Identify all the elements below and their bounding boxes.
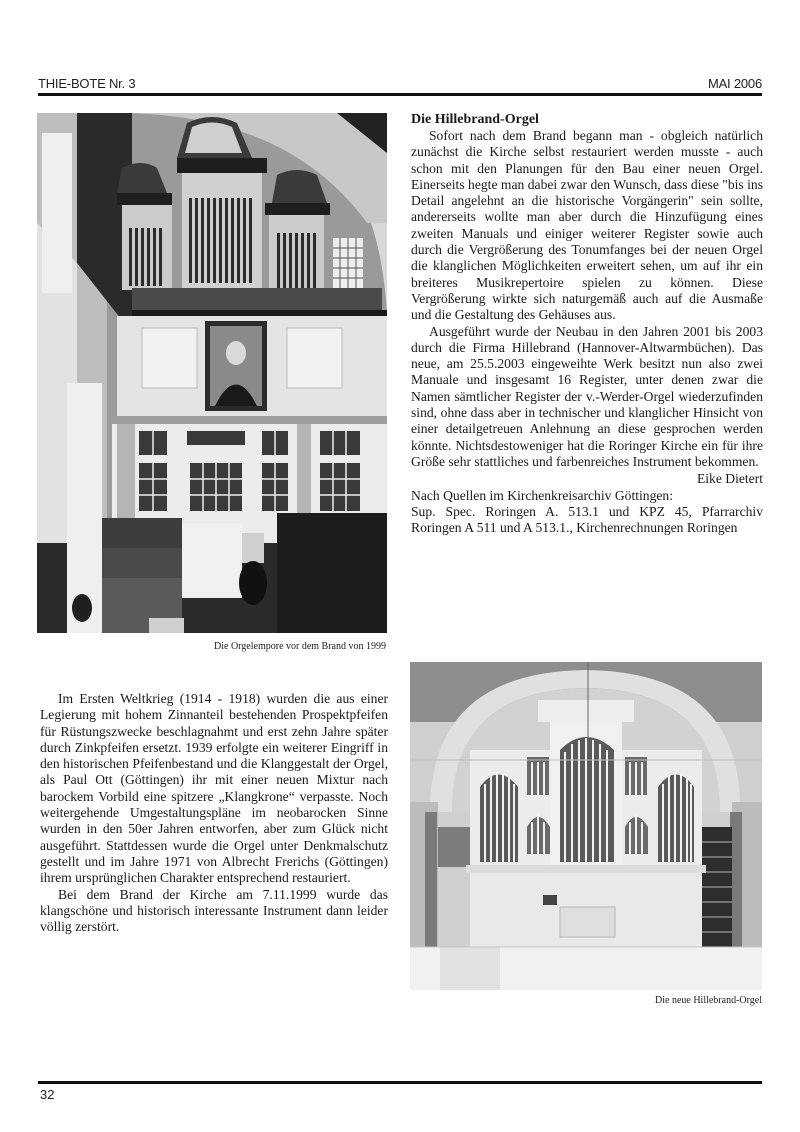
- photo-caption-new-organ: Die neue Hillebrand-Orgel: [655, 995, 762, 1006]
- sources-intro: Nach Quellen im Kirchenkreisarchiv Göttingen:: [411, 487, 673, 503]
- page-number: 32: [40, 1087, 55, 1102]
- header-rule: [38, 93, 762, 96]
- footer-rule: [38, 1081, 762, 1084]
- issue-date: MAI 2006: [707, 76, 762, 91]
- running-header: [38, 76, 762, 94]
- article-paragraph: Ausgeführt wurde der Neubau in den Jahren 2001 bis 2003 durch die Firma Hillebrand (Hannover-Altwarmbüchen). Das neue, am 25.5.2003 eingeweihte Werk besitzt nun also zwei Manuale und insgesamt 16 Register, unter denen zwar die Namen sämtlicher Register der v.-Werder-Orgel wiederzufinden sind, ohne dass aber in technischer und klanglicher Hinsicht von einer detailgetreuen Anlehnung an diese gesprochen werden könnte. Nichtsdestoweniger hat die Roringer Kirche ein für ihre Größe sehr stattliches und farbenreiches Instrument bekommen.: [411, 323, 763, 469]
- photo-caption-old-organ: Die Orgelempore vor dem Brand von 1999: [214, 641, 386, 652]
- old-organ-photo-illustration: [37, 113, 387, 633]
- article-hillebrand-orgel: [411, 112, 763, 536]
- history-paragraph: Bei dem Brand der Kirche am 7.11.1999 wurde das klangschöne und historisch interessante Instrument dann leider völlig zerstört.: [40, 886, 388, 935]
- photo-new-hillebrand-organ: [410, 662, 762, 990]
- sources-detail: Sup. Spec. Roringen A. 513.1 und KPZ 45, Pfarrarchiv Roringen A 511 und A 513.1., Kirchenrechnungen Roringen: [411, 503, 763, 536]
- article-title: Die Hillebrand-Orgel: [411, 112, 539, 127]
- photo-old-organ-gallery: [37, 113, 387, 633]
- publication-name: THIE-BOTE Nr. 3: [38, 76, 136, 91]
- history-text: [40, 691, 388, 935]
- article-author: Eike Dietert: [696, 471, 763, 487]
- article-paragraph: Sofort nach dem Brand begann man - obgleich natürlich zunächst die Kirche selbst restauriert werden musste - auch schon mit den Planungen für den Bau einer neuen Orgel. Einerseits hegte man dabei zwar den Wunsch, dass diese "bis ins Detail angelehnt an die historische Vorgängerin" sein sollte, andererseits wollte man aber durch die Hinzufügung eines zweiten Manuals und einiger weiterer Register sowie auch durch die Vergrößerung des Tonumfanges bei der neuen Orgel die klanglichen Möglichkeiten erweitert sehen, um auf ihr ein breiteres Musikrepertoire spielen zu können. Diese Vergrößerung wirkte sich naturgemäß auch auf die Ausmaße und die Gestaltung des Gehäuses aus.: [411, 128, 763, 323]
- history-paragraph: Im Ersten Weltkrieg (1914 - 1918) wurden die aus einer Legierung mit hohem Zinnanteil bestehenden Prospektpfeifen für Rüstungszwecke beschlagnahmt und erst zehn Jahre später durch Zinkpfeifen ersetzt. 1939 erfolgte ein weiterer Eingriff in den historischen Pfeifenbestand und die Klanggestalt der Orgel, als Paul Ott (Göttingen) ihr mit einer neuen Mixtur nach barockem Vorbild eine spitzere „Klangkrone“ verpasste. Noch weitergehende Umgestaltungspläne im neobarocken Sinne wurden in den 50er Jahren entworfen, aber zum Glück nicht ausgeführt. Stattdessen wurde die Orgel unter Denkmalschutz gestellt und im Jahre 1971 von Albrecht Frerichs (Göttingen) ihrem ursprünglichen Charakter entsprechend restauriert.: [40, 691, 388, 886]
- new-organ-photo-illustration: [410, 662, 762, 990]
